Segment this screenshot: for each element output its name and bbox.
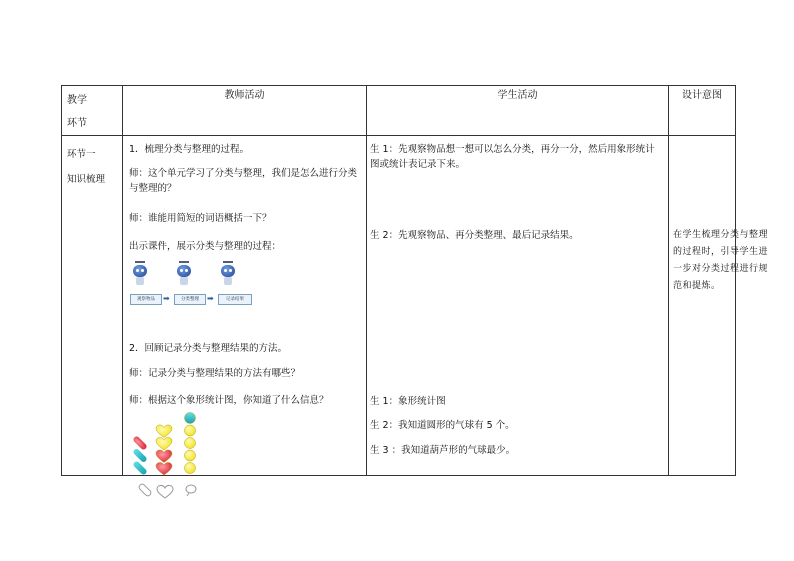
header-section [62, 86, 123, 136]
header-teacher-label: 教师活动 [224, 90, 265, 101]
section-label: 环节一 知识梳理 [67, 149, 106, 185]
teacher-question-3: 出示课件，展示分类与整理的过程： [129, 241, 282, 252]
design-cell [669, 136, 769, 476]
table-header-row [62, 86, 736, 136]
student-answer-4: 生 2：我知道圆形的气球有 5 个。 [370, 420, 515, 431]
section-cell [62, 136, 123, 476]
student-answer-5: 生 3 ：我知道葫芦形的气球最少。 [370, 445, 516, 456]
paddle-balloon-outline-icon [138, 483, 152, 497]
teacher-item-2: 2．回顾记录分类与整理结果的方法。 [129, 343, 288, 354]
table-row [62, 136, 736, 476]
pictograph-key [138, 483, 196, 498]
classification-flow-diagram [130, 261, 260, 306]
robot-icon [220, 265, 236, 287]
flow-step-box: 分类整理 [174, 294, 206, 305]
header-design [669, 86, 736, 136]
header-student [367, 86, 669, 136]
header-design-label: 设计意图 [682, 90, 722, 101]
student-cell [367, 136, 669, 476]
teacher-question-5: 师：根据这个象形统计图，你知道了什么信息？ [129, 395, 329, 406]
flow-step-box: 记录结果 [218, 294, 252, 305]
teacher-question-2: 师：谁能用简短的词语概括一下？ [129, 213, 272, 224]
arrow-right-icon: ➡ [207, 294, 214, 303]
teacher-question-1: 师：这个单元学习了分类与整理，我们是怎么进行分类与整理的？ [129, 168, 358, 194]
robot-icon [176, 265, 192, 287]
header-teacher [123, 86, 367, 136]
robot-icon [132, 265, 148, 287]
student-answer-1: 生 1：先观察物品想一想可以怎么分类，再分一分，然后用象形统计图或统计表记录下来。 [370, 144, 655, 170]
teacher-cell [123, 136, 367, 476]
flow-step-box: 观察物品 [130, 294, 162, 305]
round-balloon-outline-icon [186, 485, 196, 496]
teacher-question-4: 师：记录分类与整理结果的方法有哪些？ [129, 368, 301, 379]
student-answer-2: 生 2：先观察物品、再分类整理、最后记录结果。 [370, 230, 579, 241]
lesson-plan-table [61, 85, 769, 476]
student-answer-3: 生 1：象形统计图 [370, 396, 446, 407]
design-intent-text: 在学生梳理分类与整理的过程时，引导学生进一步对分类过程进行规范和提炼。 [673, 230, 769, 291]
header-student-label: 学生活动 [497, 90, 538, 101]
header-section-label: 教学 环节 [67, 95, 87, 129]
teacher-item-1: 1．梳理分类与整理的过程。 [129, 144, 250, 155]
arrow-right-icon: ➡ [163, 294, 170, 303]
heart-outline-icon [157, 485, 173, 498]
